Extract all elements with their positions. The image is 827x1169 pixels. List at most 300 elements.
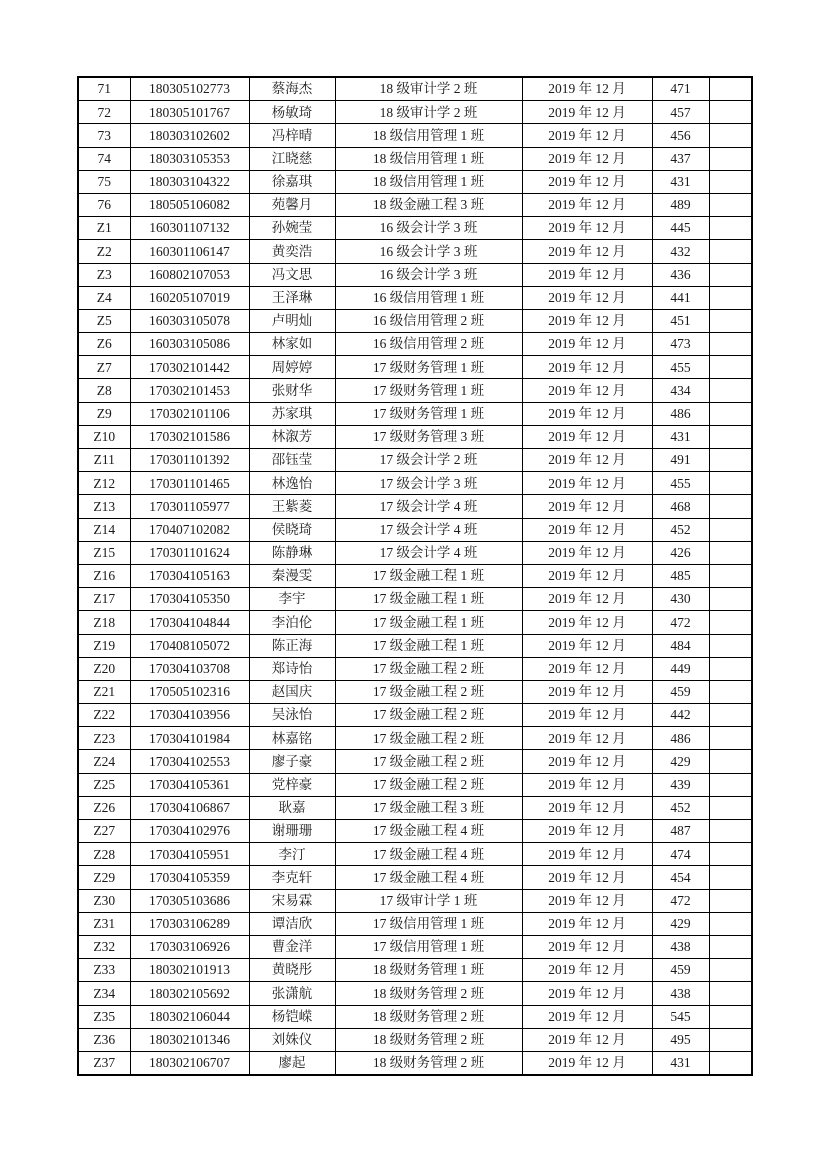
table-row xyxy=(78,727,752,750)
cell-student-id: 170505102316 xyxy=(130,680,249,703)
cell-student-id: 160802107053 xyxy=(130,263,249,286)
cell-student-id: 170304105361 xyxy=(130,773,249,796)
cell-class: 18 级财务管理 2 班 xyxy=(335,1005,522,1028)
cell-name: 陈正海 xyxy=(249,634,335,657)
cell-class: 17 级金融工程 4 班 xyxy=(335,820,522,843)
cell-serial: Z36 xyxy=(78,1028,130,1051)
cell-name: 林嘉铭 xyxy=(249,727,335,750)
cell-student-id: 180303102602 xyxy=(130,124,249,147)
cell-note xyxy=(709,588,752,611)
cell-name: 李克轩 xyxy=(249,866,335,889)
table-row xyxy=(78,309,752,332)
cell-date: 2019 年 12 月 xyxy=(522,773,652,796)
cell-serial: Z9 xyxy=(78,402,130,425)
cell-serial: 74 xyxy=(78,147,130,170)
cell-serial: Z3 xyxy=(78,263,130,286)
cell-class: 17 级金融工程 1 班 xyxy=(335,564,522,587)
cell-student-id: 170301101624 xyxy=(130,541,249,564)
cell-student-id: 170302101442 xyxy=(130,356,249,379)
cell-class: 17 级金融工程 2 班 xyxy=(335,750,522,773)
cell-class: 18 级信用管理 1 班 xyxy=(335,147,522,170)
cell-serial: 73 xyxy=(78,124,130,147)
cell-serial: 71 xyxy=(78,77,130,101)
cell-class: 17 级金融工程 2 班 xyxy=(335,727,522,750)
cell-student-id: 170304104844 xyxy=(130,611,249,634)
cell-note xyxy=(709,843,752,866)
cell-note xyxy=(709,1051,752,1075)
cell-name: 冯梓晴 xyxy=(249,124,335,147)
cell-date: 2019 年 12 月 xyxy=(522,101,652,124)
cell-score: 430 xyxy=(652,588,709,611)
cell-serial: Z35 xyxy=(78,1005,130,1028)
cell-date: 2019 年 12 月 xyxy=(522,1005,652,1028)
cell-student-id: 170302101586 xyxy=(130,425,249,448)
cell-date: 2019 年 12 月 xyxy=(522,889,652,912)
cell-date: 2019 年 12 月 xyxy=(522,472,652,495)
cell-class: 16 级信用管理 2 班 xyxy=(335,309,522,332)
cell-class: 17 级财务管理 1 班 xyxy=(335,402,522,425)
cell-score: 473 xyxy=(652,333,709,356)
cell-class: 17 级财务管理 3 班 xyxy=(335,425,522,448)
cell-name: 刘姝仪 xyxy=(249,1028,335,1051)
cell-serial: Z29 xyxy=(78,866,130,889)
cell-date: 2019 年 12 月 xyxy=(522,240,652,263)
cell-class: 17 级金融工程 2 班 xyxy=(335,704,522,727)
cell-class: 17 级会计学 4 班 xyxy=(335,518,522,541)
cell-score: 434 xyxy=(652,379,709,402)
cell-score: 442 xyxy=(652,704,709,727)
cell-date: 2019 年 12 月 xyxy=(522,379,652,402)
table-row xyxy=(78,240,752,263)
cell-name: 廖起 xyxy=(249,1051,335,1075)
cell-class: 17 级信用管理 1 班 xyxy=(335,935,522,958)
cell-date: 2019 年 12 月 xyxy=(522,727,652,750)
cell-student-id: 170302101453 xyxy=(130,379,249,402)
cell-score: 485 xyxy=(652,564,709,587)
cell-serial: 72 xyxy=(78,101,130,124)
cell-note xyxy=(709,193,752,216)
cell-serial: Z13 xyxy=(78,495,130,518)
table-row xyxy=(78,588,752,611)
table-row xyxy=(78,170,752,193)
table-row xyxy=(78,193,752,216)
table-row xyxy=(78,402,752,425)
cell-name: 林家如 xyxy=(249,333,335,356)
cell-name: 李泊伦 xyxy=(249,611,335,634)
cell-score: 437 xyxy=(652,147,709,170)
cell-date: 2019 年 12 月 xyxy=(522,657,652,680)
cell-serial: Z11 xyxy=(78,449,130,472)
cell-class: 17 级金融工程 4 班 xyxy=(335,843,522,866)
cell-date: 2019 年 12 月 xyxy=(522,309,652,332)
cell-student-id: 170407102082 xyxy=(130,518,249,541)
cell-note xyxy=(709,982,752,1005)
cell-name: 林逸怡 xyxy=(249,472,335,495)
table-row xyxy=(78,77,752,101)
cell-score: 439 xyxy=(652,773,709,796)
cell-score: 459 xyxy=(652,959,709,982)
cell-serial: 76 xyxy=(78,193,130,216)
cell-serial: Z20 xyxy=(78,657,130,680)
cell-score: 472 xyxy=(652,611,709,634)
cell-date: 2019 年 12 月 xyxy=(522,634,652,657)
cell-date: 2019 年 12 月 xyxy=(522,611,652,634)
cell-class: 17 级会计学 3 班 xyxy=(335,472,522,495)
table-row xyxy=(78,773,752,796)
cell-date: 2019 年 12 月 xyxy=(522,843,652,866)
cell-score: 487 xyxy=(652,820,709,843)
cell-student-id: 170301101465 xyxy=(130,472,249,495)
cell-class: 16 级会计学 3 班 xyxy=(335,240,522,263)
table-row xyxy=(78,449,752,472)
cell-note xyxy=(709,425,752,448)
cell-name: 谭洁欣 xyxy=(249,912,335,935)
cell-note xyxy=(709,820,752,843)
cell-class: 17 级会计学 4 班 xyxy=(335,495,522,518)
cell-student-id: 160301107132 xyxy=(130,217,249,240)
cell-serial: 75 xyxy=(78,170,130,193)
cell-date: 2019 年 12 月 xyxy=(522,286,652,309)
cell-note xyxy=(709,101,752,124)
cell-date: 2019 年 12 月 xyxy=(522,982,652,1005)
cell-date: 2019 年 12 月 xyxy=(522,820,652,843)
cell-student-id: 170304102553 xyxy=(130,750,249,773)
table-row xyxy=(78,147,752,170)
cell-serial: Z30 xyxy=(78,889,130,912)
cell-serial: Z27 xyxy=(78,820,130,843)
cell-student-id: 180302101346 xyxy=(130,1028,249,1051)
cell-date: 2019 年 12 月 xyxy=(522,959,652,982)
cell-date: 2019 年 12 月 xyxy=(522,704,652,727)
cell-date: 2019 年 12 月 xyxy=(522,147,652,170)
cell-student-id: 170304101984 xyxy=(130,727,249,750)
cell-name: 孙婉莹 xyxy=(249,217,335,240)
cell-serial: Z25 xyxy=(78,773,130,796)
cell-name: 苑馨月 xyxy=(249,193,335,216)
cell-note xyxy=(709,959,752,982)
cell-name: 冯文思 xyxy=(249,263,335,286)
cell-date: 2019 年 12 月 xyxy=(522,1051,652,1075)
cell-score: 441 xyxy=(652,286,709,309)
cell-student-id: 170304105951 xyxy=(130,843,249,866)
cell-class: 17 级金融工程 1 班 xyxy=(335,588,522,611)
cell-name: 黄晓彤 xyxy=(249,959,335,982)
cell-score: 474 xyxy=(652,843,709,866)
cell-serial: Z7 xyxy=(78,356,130,379)
cell-class: 17 级金融工程 1 班 xyxy=(335,634,522,657)
cell-score: 471 xyxy=(652,77,709,101)
table-row xyxy=(78,101,752,124)
cell-score: 495 xyxy=(652,1028,709,1051)
cell-date: 2019 年 12 月 xyxy=(522,518,652,541)
cell-name: 耿嘉 xyxy=(249,796,335,819)
cell-class: 18 级信用管理 1 班 xyxy=(335,170,522,193)
cell-class: 16 级信用管理 1 班 xyxy=(335,286,522,309)
cell-serial: Z8 xyxy=(78,379,130,402)
cell-score: 431 xyxy=(652,170,709,193)
cell-date: 2019 年 12 月 xyxy=(522,866,652,889)
cell-score: 429 xyxy=(652,912,709,935)
cell-note xyxy=(709,286,752,309)
cell-serial: Z22 xyxy=(78,704,130,727)
table-row xyxy=(78,866,752,889)
cell-student-id: 180302106707 xyxy=(130,1051,249,1075)
cell-serial: Z2 xyxy=(78,240,130,263)
cell-name: 吴泳怡 xyxy=(249,704,335,727)
cell-name: 李汀 xyxy=(249,843,335,866)
cell-note xyxy=(709,1005,752,1028)
cell-student-id: 170304105163 xyxy=(130,564,249,587)
table-row xyxy=(78,843,752,866)
table-row xyxy=(78,820,752,843)
table-row xyxy=(78,286,752,309)
cell-note xyxy=(709,240,752,263)
cell-serial: Z19 xyxy=(78,634,130,657)
cell-serial: Z28 xyxy=(78,843,130,866)
cell-student-id: 170304103708 xyxy=(130,657,249,680)
cell-class: 16 级会计学 3 班 xyxy=(335,263,522,286)
table-row xyxy=(78,611,752,634)
cell-class: 17 级财务管理 1 班 xyxy=(335,379,522,402)
cell-class: 17 级金融工程 2 班 xyxy=(335,657,522,680)
cell-note xyxy=(709,564,752,587)
cell-date: 2019 年 12 月 xyxy=(522,124,652,147)
cell-score: 438 xyxy=(652,935,709,958)
cell-student-id: 170304105359 xyxy=(130,866,249,889)
cell-student-id: 170303106289 xyxy=(130,912,249,935)
cell-student-id: 180302106044 xyxy=(130,1005,249,1028)
cell-date: 2019 年 12 月 xyxy=(522,588,652,611)
cell-name: 江晓慈 xyxy=(249,147,335,170)
cell-name: 党梓豪 xyxy=(249,773,335,796)
cell-serial: Z17 xyxy=(78,588,130,611)
cell-name: 杨铠嵘 xyxy=(249,1005,335,1028)
cell-score: 455 xyxy=(652,356,709,379)
cell-name: 侯晓琦 xyxy=(249,518,335,541)
cell-score: 452 xyxy=(652,518,709,541)
cell-date: 2019 年 12 月 xyxy=(522,402,652,425)
cell-class: 18 级财务管理 2 班 xyxy=(335,1028,522,1051)
cell-class: 18 级审计学 2 班 xyxy=(335,77,522,101)
table-row xyxy=(78,680,752,703)
cell-score: 456 xyxy=(652,124,709,147)
cell-date: 2019 年 12 月 xyxy=(522,541,652,564)
cell-serial: Z32 xyxy=(78,935,130,958)
cell-note xyxy=(709,704,752,727)
table-row xyxy=(78,750,752,773)
cell-class: 16 级信用管理 2 班 xyxy=(335,333,522,356)
cell-name: 蔡海杰 xyxy=(249,77,335,101)
cell-note xyxy=(709,147,752,170)
cell-student-id: 160301106147 xyxy=(130,240,249,263)
cell-score: 429 xyxy=(652,750,709,773)
cell-serial: Z37 xyxy=(78,1051,130,1075)
table-row xyxy=(78,263,752,286)
cell-note xyxy=(709,472,752,495)
cell-name: 林溆芳 xyxy=(249,425,335,448)
cell-note xyxy=(709,796,752,819)
cell-class: 17 级金融工程 3 班 xyxy=(335,796,522,819)
cell-date: 2019 年 12 月 xyxy=(522,333,652,356)
cell-student-id: 160303105086 xyxy=(130,333,249,356)
cell-class: 18 级财务管理 2 班 xyxy=(335,1051,522,1075)
cell-student-id: 180305102773 xyxy=(130,77,249,101)
score-table xyxy=(77,76,753,1076)
cell-note xyxy=(709,634,752,657)
cell-date: 2019 年 12 月 xyxy=(522,912,652,935)
cell-date: 2019 年 12 月 xyxy=(522,1028,652,1051)
table-row xyxy=(78,982,752,1005)
cell-score: 451 xyxy=(652,309,709,332)
cell-score: 468 xyxy=(652,495,709,518)
cell-date: 2019 年 12 月 xyxy=(522,564,652,587)
cell-name: 杨敏琦 xyxy=(249,101,335,124)
cell-note xyxy=(709,170,752,193)
cell-class: 16 级会计学 3 班 xyxy=(335,217,522,240)
cell-student-id: 170302101106 xyxy=(130,402,249,425)
cell-note xyxy=(709,1028,752,1051)
cell-student-id: 170301101392 xyxy=(130,449,249,472)
cell-name: 秦漫雯 xyxy=(249,564,335,587)
table-row xyxy=(78,564,752,587)
cell-student-id: 170304105350 xyxy=(130,588,249,611)
cell-note xyxy=(709,773,752,796)
cell-note xyxy=(709,402,752,425)
cell-date: 2019 年 12 月 xyxy=(522,263,652,286)
cell-student-id: 170304103956 xyxy=(130,704,249,727)
table-row xyxy=(78,889,752,912)
cell-class: 17 级金融工程 1 班 xyxy=(335,611,522,634)
cell-name: 周婷婷 xyxy=(249,356,335,379)
cell-class: 17 级财务管理 1 班 xyxy=(335,356,522,379)
cell-name: 宋易霖 xyxy=(249,889,335,912)
cell-date: 2019 年 12 月 xyxy=(522,750,652,773)
cell-serial: Z34 xyxy=(78,982,130,1005)
table-row xyxy=(78,541,752,564)
cell-score: 432 xyxy=(652,240,709,263)
cell-serial: Z12 xyxy=(78,472,130,495)
cell-student-id: 160205107019 xyxy=(130,286,249,309)
cell-serial: Z26 xyxy=(78,796,130,819)
cell-note xyxy=(709,912,752,935)
cell-score: 449 xyxy=(652,657,709,680)
cell-score: 436 xyxy=(652,263,709,286)
cell-serial: Z5 xyxy=(78,309,130,332)
cell-score: 426 xyxy=(652,541,709,564)
cell-date: 2019 年 12 月 xyxy=(522,680,652,703)
cell-serial: Z15 xyxy=(78,541,130,564)
cell-name: 黄奕浩 xyxy=(249,240,335,263)
table-row xyxy=(78,959,752,982)
cell-date: 2019 年 12 月 xyxy=(522,356,652,379)
cell-score: 457 xyxy=(652,101,709,124)
cell-student-id: 170305103686 xyxy=(130,889,249,912)
table-row xyxy=(78,379,752,402)
cell-note xyxy=(709,657,752,680)
cell-note xyxy=(709,866,752,889)
cell-date: 2019 年 12 月 xyxy=(522,449,652,472)
cell-name: 谢珊珊 xyxy=(249,820,335,843)
cell-score: 486 xyxy=(652,727,709,750)
cell-class: 17 级金融工程 4 班 xyxy=(335,866,522,889)
cell-class: 17 级会计学 4 班 xyxy=(335,541,522,564)
cell-score: 459 xyxy=(652,680,709,703)
table-row xyxy=(78,634,752,657)
cell-name: 赵国庆 xyxy=(249,680,335,703)
cell-name: 张财华 xyxy=(249,379,335,402)
cell-score: 545 xyxy=(652,1005,709,1028)
cell-class: 17 级信用管理 1 班 xyxy=(335,912,522,935)
cell-note xyxy=(709,935,752,958)
cell-name: 李宇 xyxy=(249,588,335,611)
cell-note xyxy=(709,611,752,634)
cell-note xyxy=(709,518,752,541)
cell-student-id: 170304102976 xyxy=(130,820,249,843)
cell-note xyxy=(709,77,752,101)
table-row xyxy=(78,518,752,541)
cell-class: 18 级财务管理 2 班 xyxy=(335,982,522,1005)
cell-score: 445 xyxy=(652,217,709,240)
cell-student-id: 180302101913 xyxy=(130,959,249,982)
cell-date: 2019 年 12 月 xyxy=(522,425,652,448)
cell-note xyxy=(709,495,752,518)
cell-name: 王紫菱 xyxy=(249,495,335,518)
cell-name: 徐嘉琪 xyxy=(249,170,335,193)
table-row xyxy=(78,657,752,680)
cell-name: 郑诗怡 xyxy=(249,657,335,680)
cell-note xyxy=(709,333,752,356)
score-table-body xyxy=(78,77,752,1075)
table-row xyxy=(78,796,752,819)
cell-score: 472 xyxy=(652,889,709,912)
cell-serial: Z14 xyxy=(78,518,130,541)
table-row xyxy=(78,1028,752,1051)
cell-note xyxy=(709,541,752,564)
cell-student-id: 170301105977 xyxy=(130,495,249,518)
cell-note xyxy=(709,309,752,332)
cell-student-id: 180303104322 xyxy=(130,170,249,193)
cell-name: 廖子豪 xyxy=(249,750,335,773)
cell-name: 张潇航 xyxy=(249,982,335,1005)
table-row xyxy=(78,1005,752,1028)
cell-note xyxy=(709,680,752,703)
cell-class: 18 级审计学 2 班 xyxy=(335,101,522,124)
cell-serial: Z21 xyxy=(78,680,130,703)
cell-class: 17 级金融工程 2 班 xyxy=(335,773,522,796)
cell-student-id: 180302105692 xyxy=(130,982,249,1005)
cell-name: 邵钰莹 xyxy=(249,449,335,472)
cell-score: 431 xyxy=(652,1051,709,1075)
cell-serial: Z33 xyxy=(78,959,130,982)
cell-name: 曹金洋 xyxy=(249,935,335,958)
cell-serial: Z16 xyxy=(78,564,130,587)
cell-score: 486 xyxy=(652,402,709,425)
cell-note xyxy=(709,889,752,912)
cell-serial: Z31 xyxy=(78,912,130,935)
cell-date: 2019 年 12 月 xyxy=(522,193,652,216)
cell-student-id: 180303105353 xyxy=(130,147,249,170)
table-row xyxy=(78,935,752,958)
cell-score: 431 xyxy=(652,425,709,448)
cell-serial: Z1 xyxy=(78,217,130,240)
cell-serial: Z18 xyxy=(78,611,130,634)
cell-name: 苏家琪 xyxy=(249,402,335,425)
cell-score: 454 xyxy=(652,866,709,889)
cell-class: 17 级审计学 1 班 xyxy=(335,889,522,912)
table-row xyxy=(78,704,752,727)
cell-score: 491 xyxy=(652,449,709,472)
cell-score: 452 xyxy=(652,796,709,819)
